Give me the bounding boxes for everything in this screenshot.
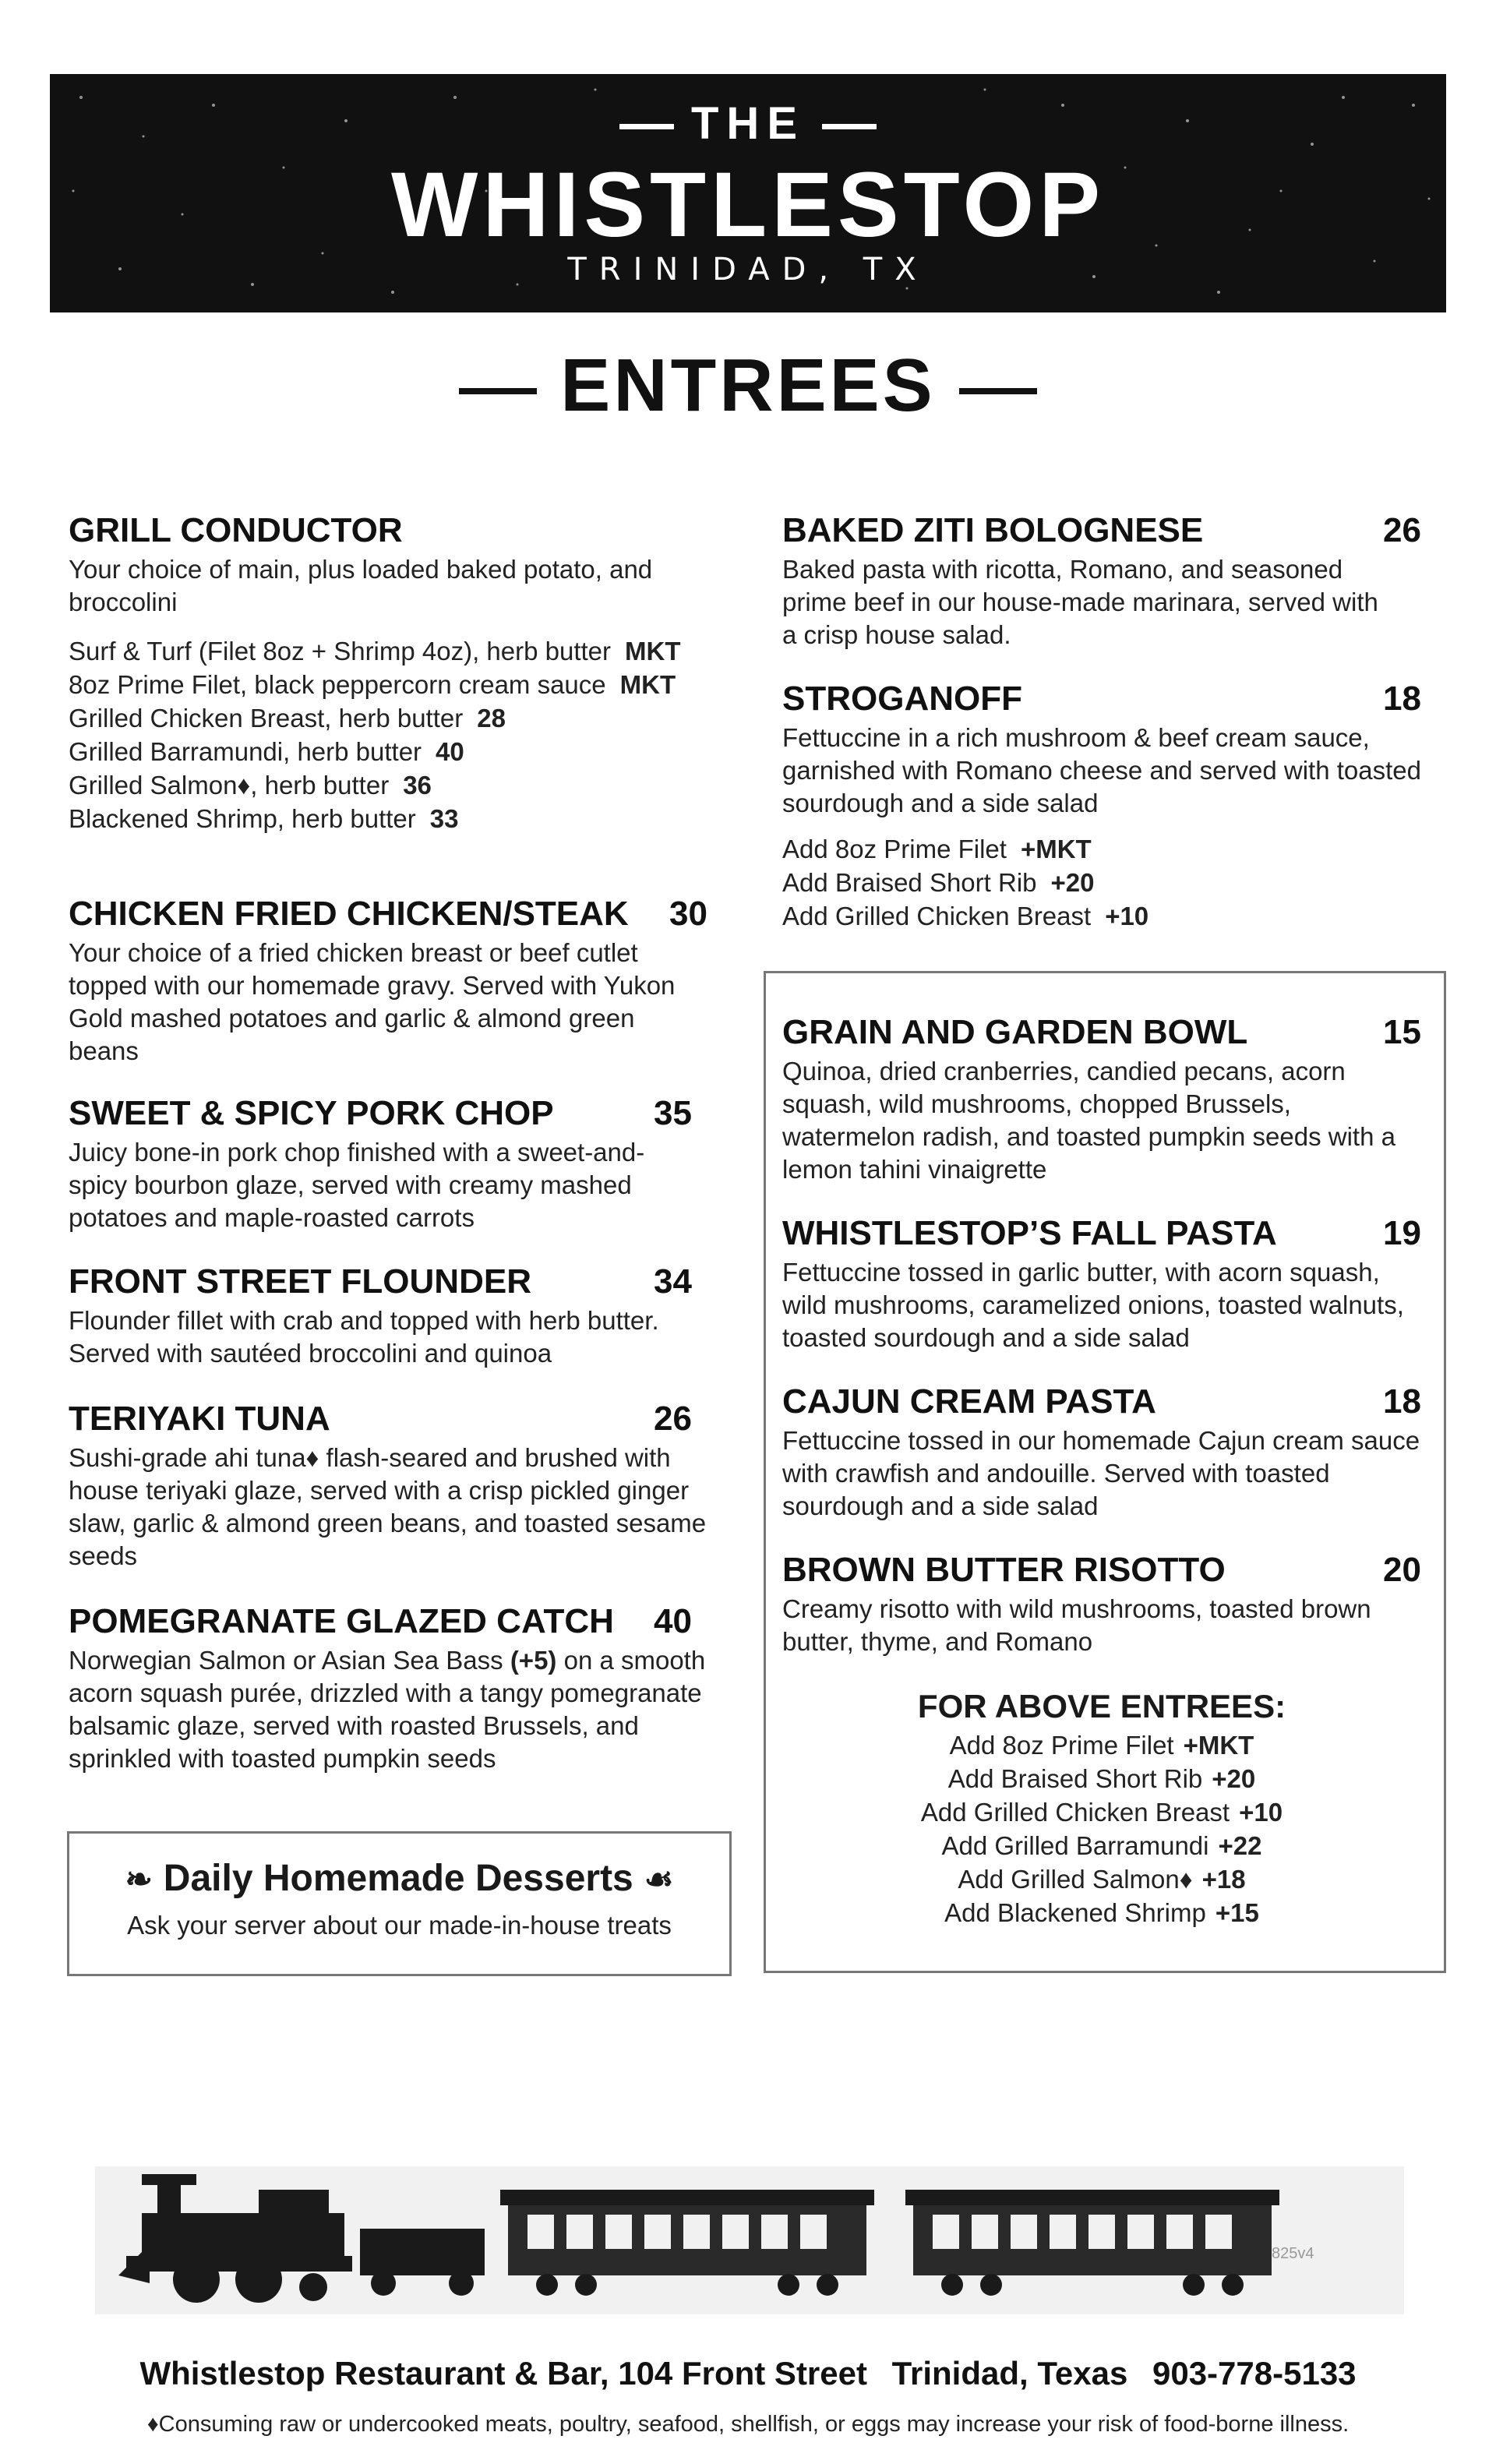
item-risotto: BROWN BUTTER RISOTTO 20 Creamy risotto with wild mushrooms, toasted brown butter, thyme, and Romano <box>782 1551 1421 1658</box>
option-row: 8oz Prime Filet, black peppercorn cream sauce MKT <box>69 670 676 699</box>
item-price: 18 <box>1383 680 1421 718</box>
above-entrees-addons <box>782 1688 1421 1929</box>
item-cajun-pasta: CAJUN CREAM PASTA 18 Fettuccine tossed in our homemade Cajun cream sauce with crawfish and andouille. Served with toasted sourdough and a side salad <box>782 1382 1421 1523</box>
option-row: Surf & Turf (Filet 8oz + Shrimp 4oz), herb butter MKT <box>69 637 681 665</box>
footer-phone: 903-778-5133 <box>1152 2355 1357 2392</box>
desserts-subtitle: Ask your server about our made-in-house treats <box>127 1911 672 1940</box>
stroganoff-addons <box>782 832 1421 933</box>
brand-the <box>50 97 1446 150</box>
train-illustration <box>95 2166 1404 2314</box>
title-dash-right <box>959 388 1037 394</box>
item-desc: Norwegian Salmon or Asian Sea Bass (+5) on a smooth acorn squash purée, drizzled with a tangy pomegranate balsamic glaze, served with roasted Brussels, and sprinkled with toasted pumpkin seeds <box>69 1646 706 1773</box>
item-desc: Your choice of a fried chicken breast or beef cutlet topped with our homemade gravy. Served with Yukon Gold mashed potatoes and garlic & almond green beans <box>69 938 676 1065</box>
above-list <box>782 1728 1421 1929</box>
item-price: 19 <box>1383 1214 1421 1252</box>
grill-options <box>69 634 739 835</box>
option-row: Grilled Chicken Breast, herb butter 28 <box>69 704 506 732</box>
item-price: 26 <box>654 1400 692 1438</box>
item-flounder: FRONT STREET FLOUNDER 34 Flounder fillet with crab and topped with herb butter. Served with sautéed broccolini and quinoa <box>69 1262 731 1370</box>
dash-right <box>822 124 877 129</box>
item-price: 20 <box>1383 1551 1421 1589</box>
option-row: Blackened Shrimp, herb butter 33 <box>69 804 459 833</box>
item-fall-pasta: WHISTLESTOP’S FALL PASTA 19 Fettuccine tossed in garlic butter, with acorn squash, wild mushrooms, caramelized onions, toasted walnuts, toasted sourdough and a side salad <box>782 1214 1421 1354</box>
item-desc: Fettuccine tossed in garlic butter, with acorn squash, wild mushrooms, caramelized onions, toasted walnuts, toasted sourdough and a side salad <box>782 1258 1404 1352</box>
option-row: Grilled Salmon♦, herb butter 36 <box>69 771 432 800</box>
item-grain-bowl: GRAIN AND GARDEN BOWL 15 Quinoa, dried cranberries, candied pecans, acorn squash, wild mushrooms, chopped Brussels, watermelon radish, and toasted pumpkin seeds with a lemon tahini vinaigrette <box>782 1013 1421 1186</box>
dash-left <box>619 124 674 129</box>
desserts-box <box>67 1831 732 1976</box>
item-desc: Baked pasta with ricotta, Romano, and seasoned prime beef in our house-made marinara, served with a crisp house salad. <box>782 555 1378 649</box>
addon-row: Add 8oz Prime Filet +MKT <box>949 1731 1254 1760</box>
footer-city: Trinidad, Texas <box>891 2355 1128 2392</box>
item-baked-ziti: BAKED ZITI BOLOGNESE 26 Baked pasta with ricotta, Romano, and seasoned prime beef in our house-made marinara, served with a crisp house salad. <box>782 511 1421 651</box>
addon-row: Add Braised Short Rib +20 <box>782 868 1095 897</box>
option-row: Grilled Barramundi, herb butter 40 <box>69 737 464 766</box>
brand-name: WHISTLESTOP <box>390 154 1106 256</box>
brand-the-text: THE <box>691 98 805 149</box>
addon-row: Add Grilled Chicken Breast +10 <box>920 1798 1283 1827</box>
item-price: 35 <box>654 1094 692 1132</box>
item-price: 40 <box>654 1602 692 1640</box>
item-teriyaki-tuna: TERIYAKI TUNA 26 Sushi-grade ahi tuna♦ flash-seared and brushed with house teriyaki glaze, served with a crisp pickled ginger slaw, garlic & almond green beans, and toasted sesame seeds <box>69 1400 707 1573</box>
item-name: GRILL CONDUCTOR <box>69 511 403 549</box>
brand-location: TRINIDAD, TX <box>567 252 929 288</box>
item-grill-conductor <box>69 511 739 835</box>
item-price: 26 <box>1383 511 1421 549</box>
addon-row: Add Grilled Chicken Breast +10 <box>782 902 1149 930</box>
item-price: 15 <box>1383 1013 1421 1051</box>
addon-row: Add Grilled Salmon♦ +18 <box>958 1865 1246 1894</box>
item-pork-chop: SWEET & SPICY PORK CHOP 35 Juicy bone-in pork chop finished with a sweet-and-spicy bourbon glaze, served with creamy mashed potatoes and maple-roasted carrots <box>69 1094 692 1234</box>
section-title-text: ENTREES <box>560 344 936 427</box>
train-code: 825v4 <box>1272 2245 1314 2262</box>
item-desc: Flounder fillet with crab and topped with herb butter. Served with sautéed broccolini and quinoa <box>69 1306 659 1368</box>
addon-row: Add 8oz Prime Filet +MKT <box>782 835 1092 863</box>
item-chicken-fried: CHICKEN FRIED CHICKEN/STEAK 30 Your choice of a fried chicken breast or beef cutlet topped with our homemade gravy. Served with Yukon Gold mashed potatoes and garlic & almond green beans <box>69 895 707 1068</box>
item-desc: Quinoa, dried cranberries, candied pecans, acorn squash, wild mushrooms, chopped Brussels, watermelon radish, and toasted pumpkin seeds with a lemon tahini vinaigrette <box>782 1057 1395 1184</box>
addon-row: Add Blackened Shrimp +15 <box>944 1898 1259 1927</box>
flourish-right-icon: ☙ <box>644 1861 674 1897</box>
above-title: FOR ABOVE ENTREES: <box>917 1688 1286 1724</box>
item-stroganoff: STROGANOFF 18 Fettuccine in a rich mushroom & beef cream sauce, garnished with Romano cheese and served with toasted sourdough and a side salad Add 8oz Prime Filet +MKT Add Braised Short Rib +20 Add Grilled Chicken Breast +10 <box>782 680 1421 933</box>
item-price: 30 <box>669 895 707 933</box>
header-banner <box>50 74 1446 312</box>
section-title <box>0 343 1496 429</box>
footer-contact <box>0 2355 1496 2392</box>
item-desc: Fettuccine in a rich mushroom & beef cream sauce, garnished with Romano cheese and served with toasted sourdough and a side salad <box>782 723 1421 817</box>
item-desc: Juicy bone-in pork chop finished with a sweet-and-spicy bourbon glaze, served with creamy mashed potatoes and maple-roasted carrots <box>69 1138 645 1232</box>
item-price: 34 <box>654 1262 692 1301</box>
item-desc: Creamy risotto with wild mushrooms, toasted brown butter, thyme, and Romano <box>782 1594 1371 1656</box>
item-desc: Fettuccine tossed in our homemade Cajun cream sauce with crawfish and andouille. Served with toasted sourdough and a side salad <box>782 1426 1420 1520</box>
desserts-title: ❧ Daily Homemade Desserts ☙ <box>125 1858 674 1899</box>
addon-row: Add Grilled Barramundi +22 <box>941 1831 1262 1860</box>
item-pomegranate-catch: POMEGRANATE GLAZED CATCH 40 Norwegian Salmon or Asian Sea Bass (+5) on a smooth acorn squash purée, drizzled with a tangy pomegranate balsamic glaze, served with roasted Brussels, and sprinkled with toasted pumpkin seeds <box>69 1602 723 1775</box>
footer-address: Whistlestop Restaurant & Bar, 104 Front Street <box>139 2355 867 2392</box>
footer-disclaimer: ♦Consuming raw or undercooked meats, poultry, seafood, shellfish, or eggs may increase your risk of food-borne illness. <box>146 2412 1350 2437</box>
addon-row: Add Braised Short Rib +20 <box>947 1764 1256 1793</box>
item-desc: Your choice of main, plus loaded baked potato, and broccolini <box>69 555 653 616</box>
flourish-left-icon: ❧ <box>125 1861 153 1897</box>
item-price: 18 <box>1383 1382 1421 1421</box>
item-desc: Sushi-grade ahi tuna♦ flash-seared and brushed with house teriyaki glaze, served with a crisp pickled ginger slaw, garlic & almond green beans, and toasted sesame seeds <box>69 1443 707 1570</box>
title-dash-left <box>459 388 537 394</box>
